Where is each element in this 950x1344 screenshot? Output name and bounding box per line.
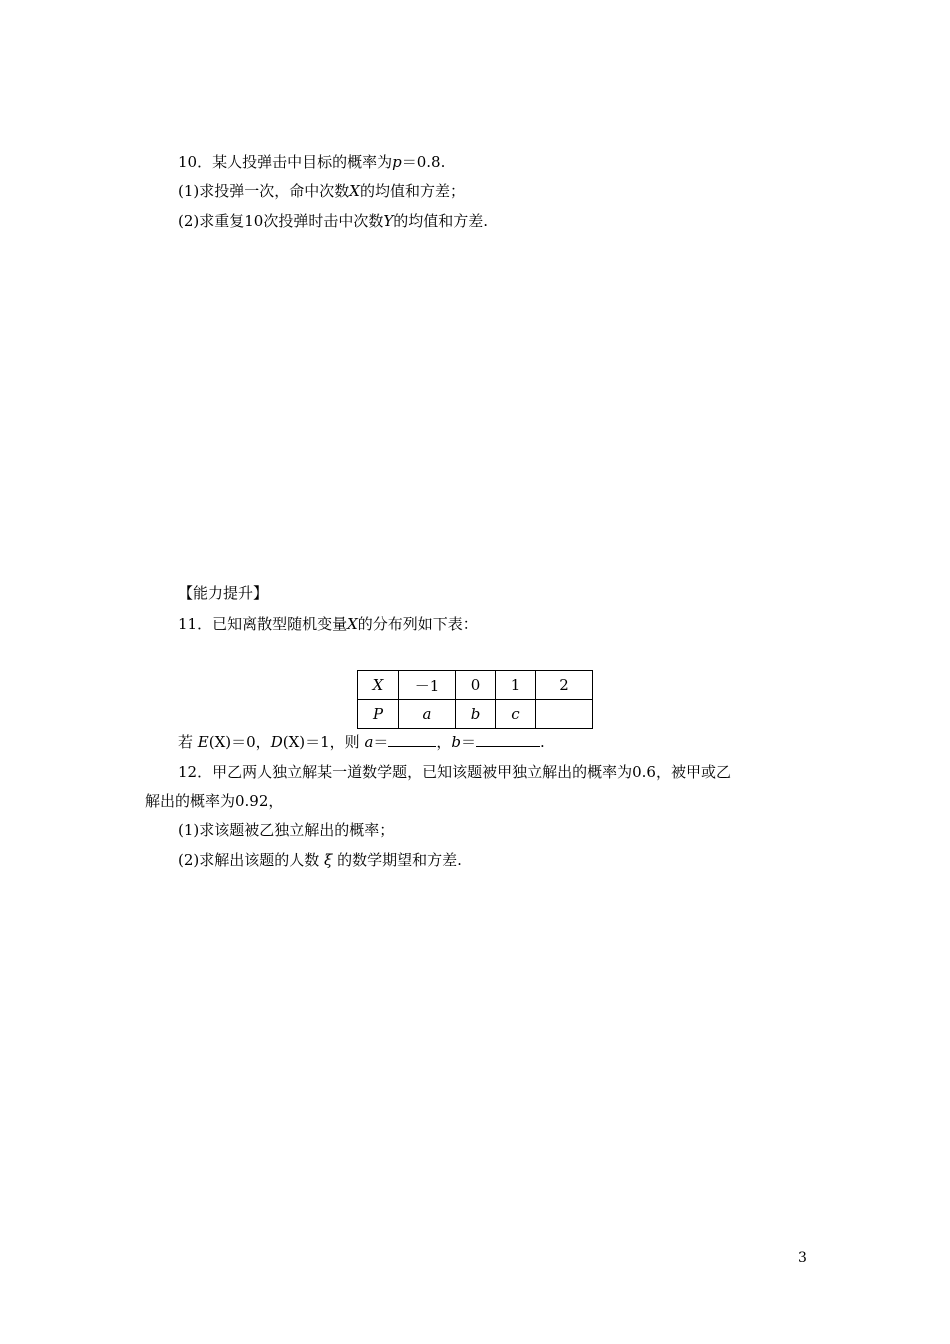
table-cell: －1	[399, 671, 456, 700]
q11-stem: 11．已知离散型随机变量X的分布列如下表：	[178, 615, 478, 633]
q12-stem-line1: 12．甲乙两人独立解某一道数学题，已知该题被甲独立解出的概率为0.6，被甲或乙	[178, 763, 731, 781]
answer-blank-b[interactable]	[476, 732, 540, 747]
table-cell: a	[399, 700, 456, 729]
q11-number: 11．	[178, 615, 213, 633]
answer-blank-a[interactable]	[388, 732, 436, 747]
q10-part1: (1)求投弹一次，命中次数X的均值和方差；	[178, 182, 465, 200]
q10-number: 10．	[178, 153, 213, 171]
table-cell: 1	[496, 671, 536, 700]
table-cell: 0	[456, 671, 496, 700]
table-row	[358, 671, 593, 700]
q12-part1: (1)求该题被乙独立解出的概率；	[178, 821, 395, 839]
table-cell: X	[358, 671, 399, 700]
q12-stem-line2: 解出的概率为0.92，	[145, 792, 284, 810]
table-row	[358, 700, 593, 729]
table-cell: 2	[536, 671, 593, 700]
table-cell: b	[456, 700, 496, 729]
page-number: 3	[798, 1250, 807, 1266]
q12-number: 12．	[178, 763, 213, 781]
table-cell: c	[496, 700, 536, 729]
table-cell: P	[358, 700, 399, 729]
table-cell	[536, 700, 593, 729]
distribution-table	[357, 670, 593, 729]
q10-part2: (2)求重复10次投弹时击中次数Y的均值和方差.	[178, 212, 489, 230]
q10-stem: 10．某人投弹击中目标的概率为p＝0.8.	[178, 153, 446, 171]
section-title: 【能力提升】	[178, 584, 269, 602]
q11-condition: 若 E(X)＝0，D(X)＝1，则 a＝ ，b＝ .	[178, 733, 545, 751]
q12-part2: (2)求解出该题的人数 ξ 的数学期望和方差.	[178, 851, 462, 869]
